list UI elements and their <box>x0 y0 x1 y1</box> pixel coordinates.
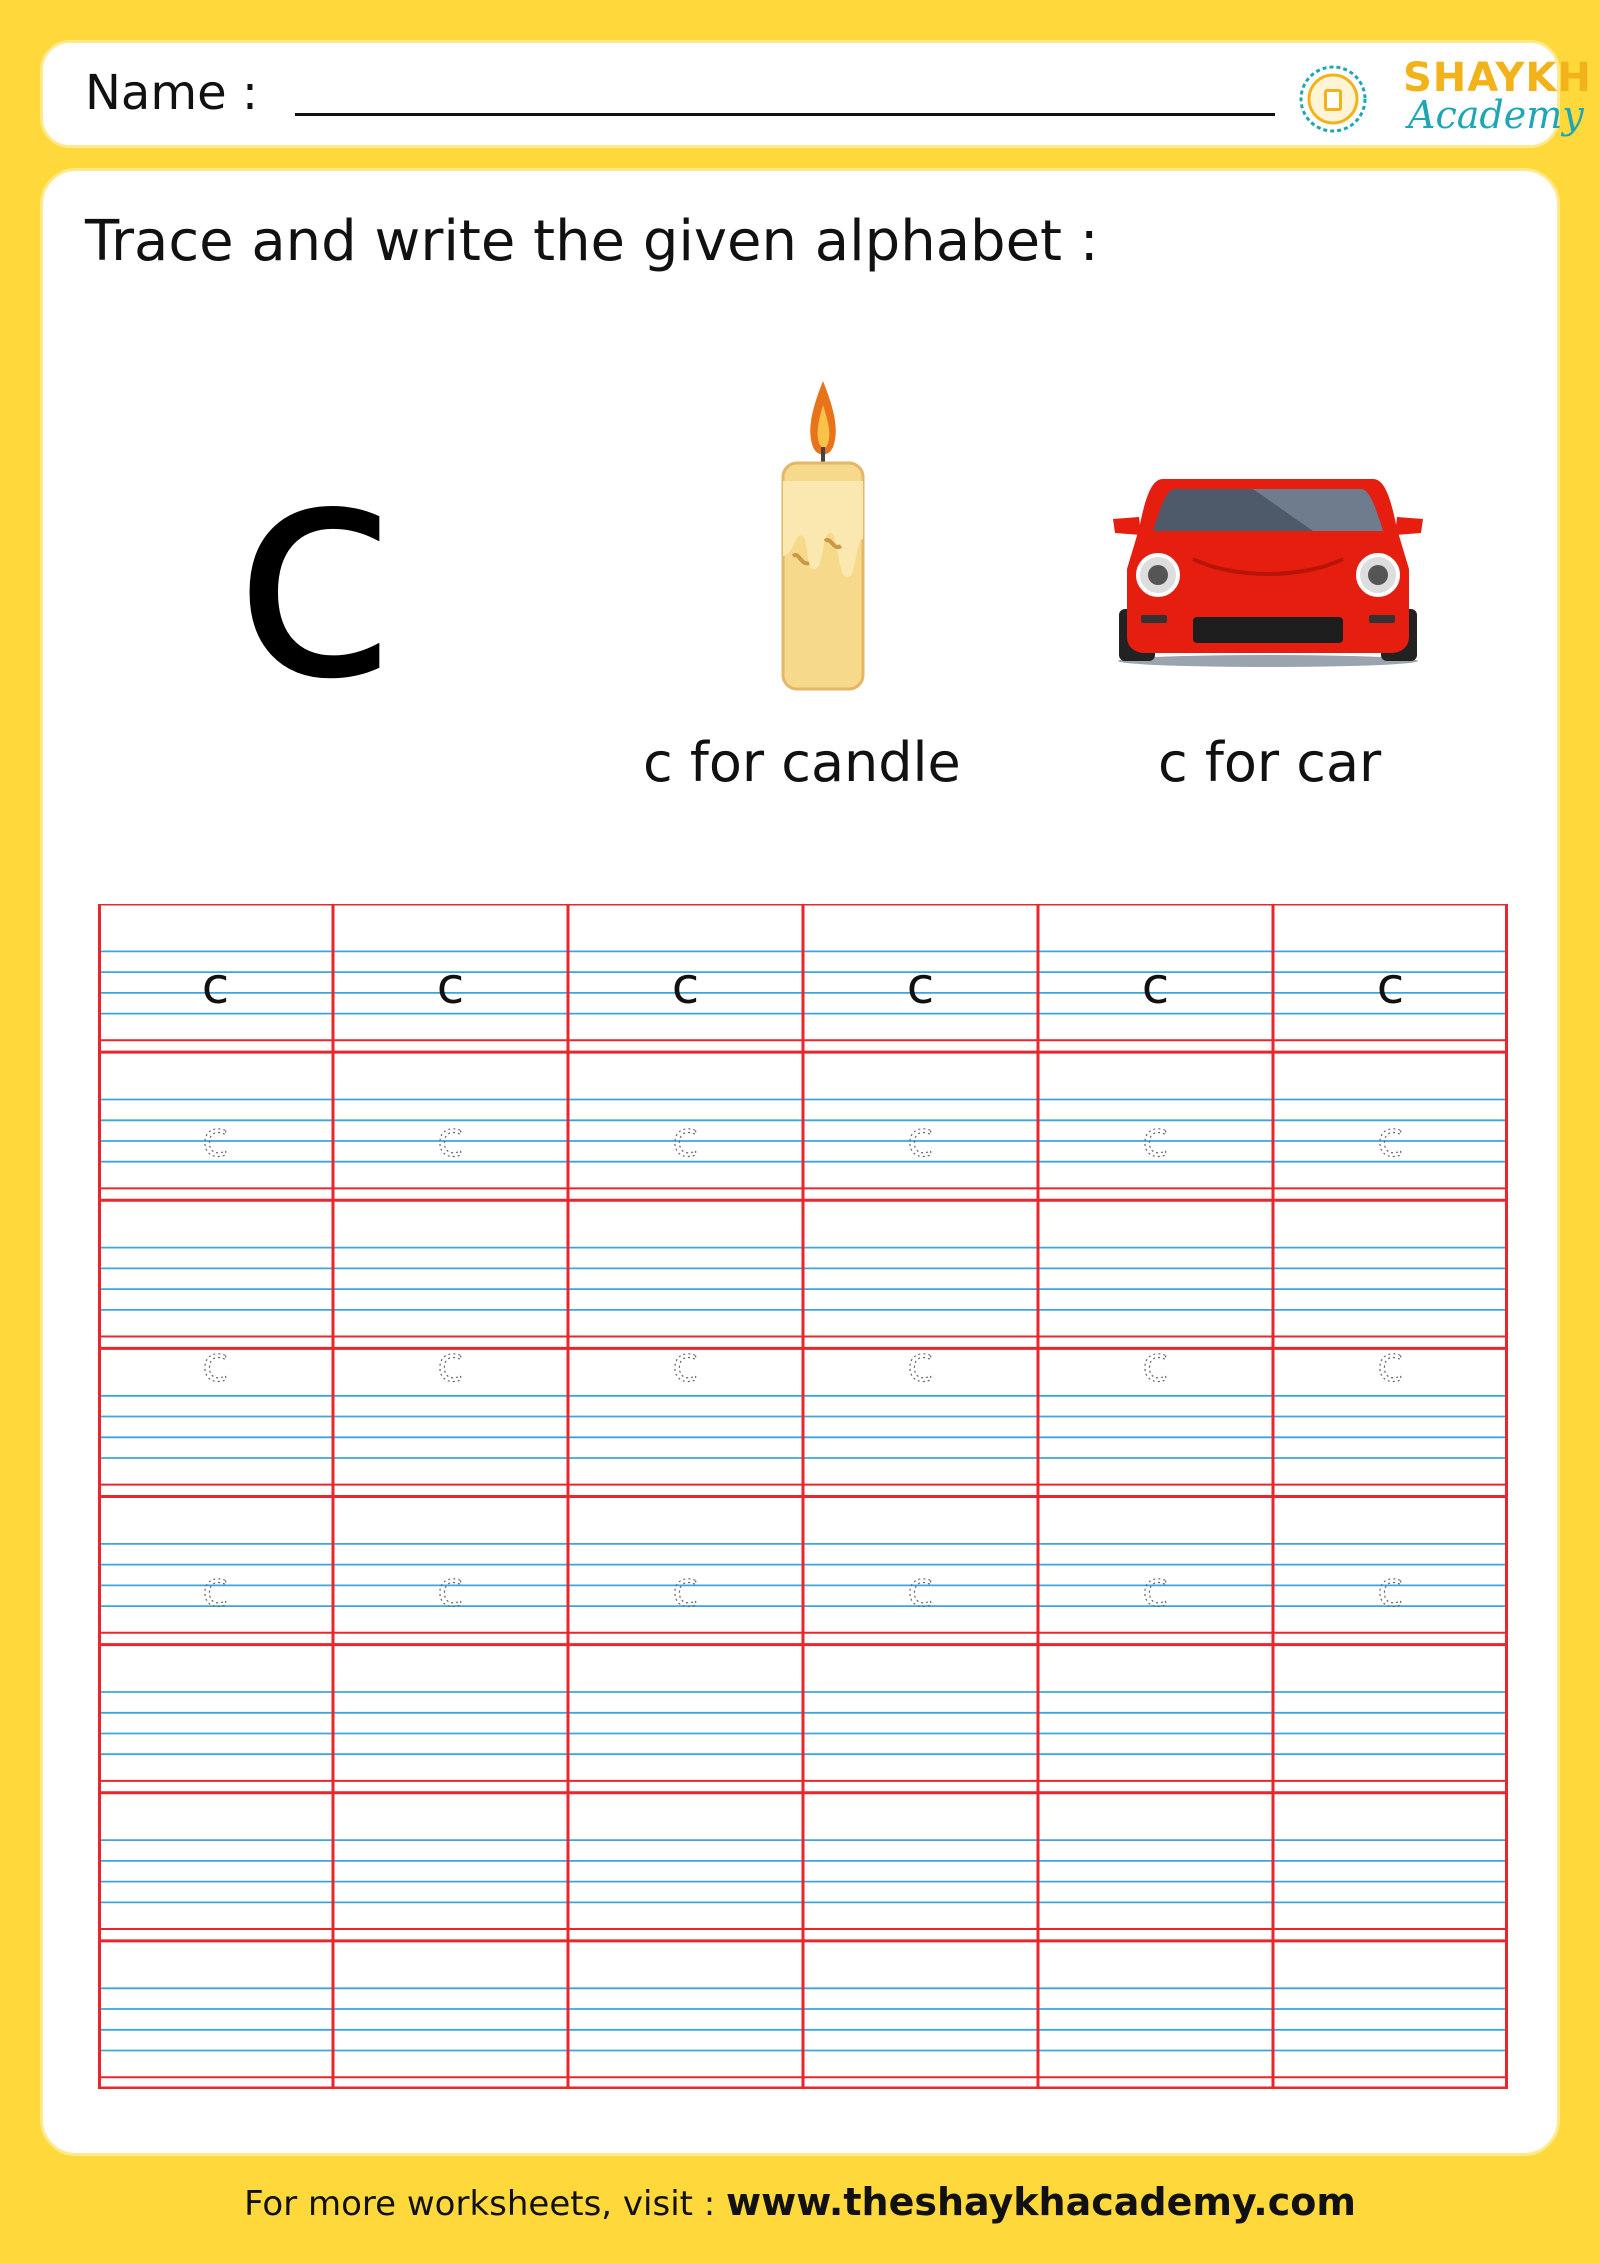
featured-letter: c <box>233 396 398 745</box>
logo-emblem-icon <box>1288 55 1378 139</box>
trace-letter[interactable]: c <box>1377 1337 1404 1393</box>
trace-letter[interactable]: c <box>907 1111 934 1168</box>
writing-grid[interactable] <box>98 904 1508 2089</box>
trace-letter[interactable]: c <box>202 1562 229 1619</box>
trace-letter[interactable]: c <box>1142 1337 1169 1393</box>
footer-prefix: For more worksheets, visit : <box>244 2184 716 2224</box>
shaykh-academy-logo <box>1288 55 1592 139</box>
footer <box>0 2180 1600 2224</box>
trace-letter[interactable]: c <box>1377 1111 1404 1168</box>
car-icon <box>1113 469 1423 669</box>
name-write-line[interactable] <box>295 113 1275 116</box>
trace-letter[interactable]: c <box>672 1111 699 1168</box>
candle-icon <box>753 381 893 691</box>
model-letter: c <box>906 957 935 1016</box>
footer-url-link[interactable]: www.theshaykhacademy.com <box>726 2180 1356 2224</box>
caption-candle: c for candle <box>643 731 961 794</box>
trace-letter[interactable]: c <box>1142 1111 1169 1168</box>
trace-letter[interactable]: c <box>1377 1562 1404 1619</box>
trace-letter[interactable]: c <box>437 1337 464 1393</box>
caption-car: c for car <box>1158 731 1382 794</box>
trace-letter[interactable]: c <box>437 1111 464 1168</box>
model-letter: c <box>1376 957 1405 1016</box>
model-letter: c <box>671 957 700 1016</box>
model-letter: c <box>201 957 230 1016</box>
logo-title: SHAYKH <box>1403 55 1592 101</box>
trace-letter[interactable]: c <box>437 1562 464 1619</box>
name-card <box>40 40 1592 148</box>
trace-letter[interactable]: c <box>202 1337 229 1393</box>
instruction-text: Trace and write the given alphabet : <box>85 209 1099 274</box>
trace-letter[interactable]: c <box>672 1337 699 1393</box>
logo-subtitle: Academy <box>1408 93 1584 137</box>
trace-letter[interactable]: c <box>1142 1562 1169 1619</box>
trace-letter[interactable]: c <box>202 1111 229 1168</box>
name-label: Name : <box>85 65 259 121</box>
model-letter: c <box>436 957 465 1016</box>
trace-letter[interactable]: c <box>907 1562 934 1619</box>
trace-letter[interactable]: c <box>907 1337 934 1393</box>
model-letter: c <box>1141 957 1170 1016</box>
trace-letter[interactable]: c <box>672 1562 699 1619</box>
worksheet-card <box>40 168 1560 2156</box>
